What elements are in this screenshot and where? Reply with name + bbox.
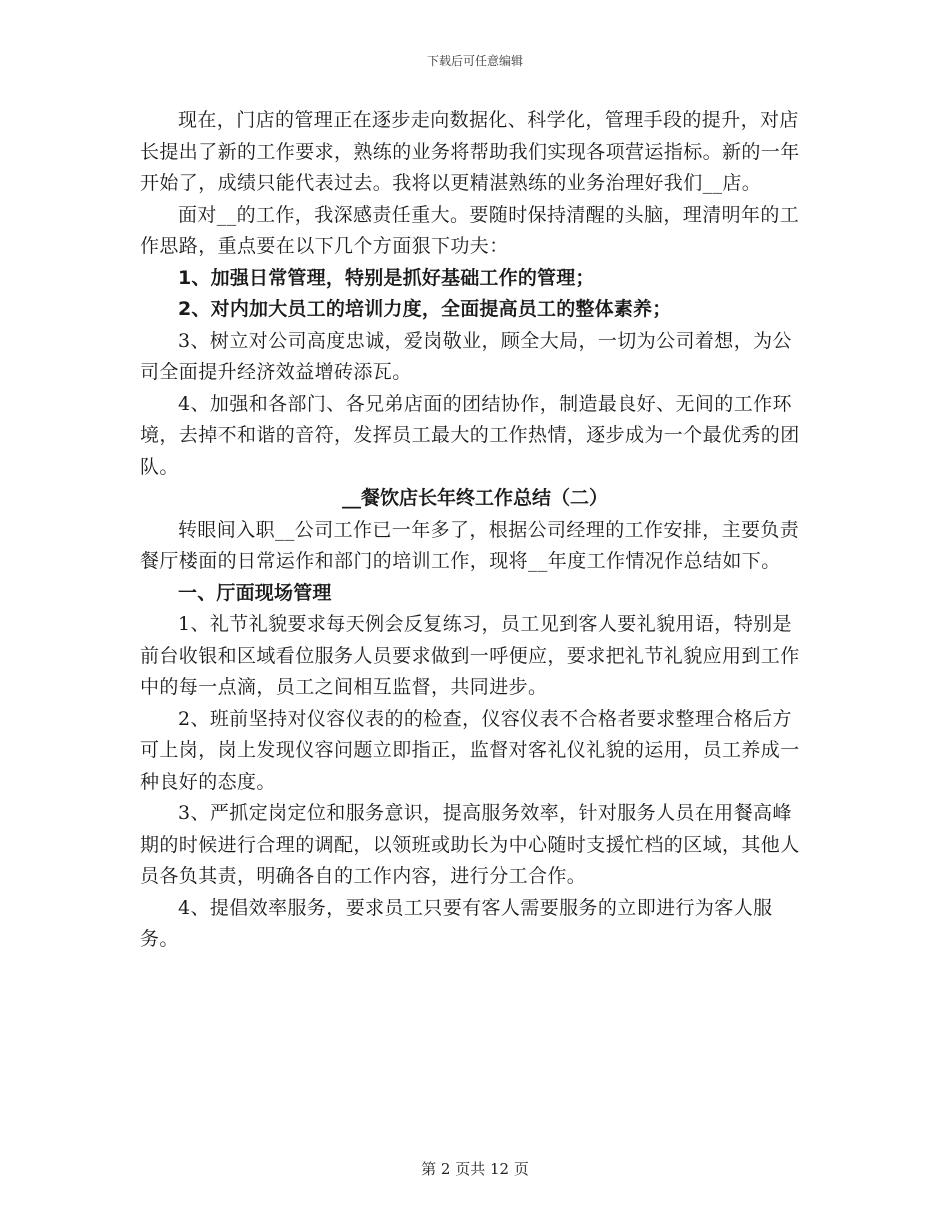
management-item-2: 2、班前坚持对仪容仪表的的检查，仪容仪表不合格者要求整理合格后方可上岗，岗上发现仪容问题立即指正，监督对客礼仪礼貌的运用，员工养成一种良好的态度。 bbox=[140, 707, 800, 793]
management-item-1: 1、礼节礼貌要求每天例会反复练习，员工见到客人要礼貌用语，特别是前台收银和区域看位服务人员要求做到一呼便应，要求把礼节礼貌应用到工作中的每一点滴，员工之间相互监督，共同进步。 bbox=[140, 613, 800, 698]
document-body bbox=[140, 105, 810, 956]
list-item-2: 2、对内加大员工的培训力度，全面提高员工的整体素养； bbox=[178, 298, 672, 320]
paragraph-intro: 现在，门店的管理正在逐步走向数据化、科学化，管理手段的提升，对店长提出了新的工作要求，熟练的业务将帮助我们实现各项营运指标。新的一年开始了，成绩只能代表过去。我将以更精湛熟练的业务治理好我们__店。 bbox=[140, 109, 800, 194]
subsection-heading: 一、厅面现场管理 bbox=[178, 581, 332, 604]
paragraph-summary-intro: 转眼间入职__公司工作已一年多了，根据公司经理的工作安排，主要负责餐厅楼面的日常运作和部门的培训工作，现将__年度工作情况作总结如下。 bbox=[140, 518, 800, 572]
list-item-3: 3、树立对公司高度忠诚，爱岗敬业，顾全大局，一切为公司着想，为公司全面提升经济效益增砖添瓦。 bbox=[140, 329, 792, 383]
paragraph-responsibility: 面对__的工作，我深感责任重大。要随时保持清醒的头脑，理清明年的工作思路，重点要在以下几个方面狠下功夫： bbox=[140, 203, 800, 257]
section-title: __餐饮店长年终工作总结（二） bbox=[341, 487, 608, 509]
list-item-1: 1、加强日常管理，特别是抓好基础工作的管理； bbox=[178, 266, 595, 289]
page-header: 下载后可任意编辑 bbox=[426, 54, 523, 68]
management-item-3: 3、严抓定岗定位和服务意识，提高服务效率，针对服务人员在用餐高峰期的时候进行合理的调配，以领班或助长为中心随时支援忙档的区域，其他人员各负其责，明确各自的工作内容，进行分工合作。 bbox=[140, 802, 800, 887]
list-item-4: 4、加强和各部门、各兄弟店面的团结协作，制造最良好、无间的工作环境，去掉不和谐的音符，发挥员工最大的工作热情，逐步成为一个最优秀的团队。 bbox=[140, 392, 800, 478]
page-number: 第 2 页共 12 页 bbox=[421, 1160, 529, 1178]
management-item-4: 4、提倡效率服务，要求员工只要有客人需要服务的立即进行为客人服务。 bbox=[140, 896, 773, 950]
